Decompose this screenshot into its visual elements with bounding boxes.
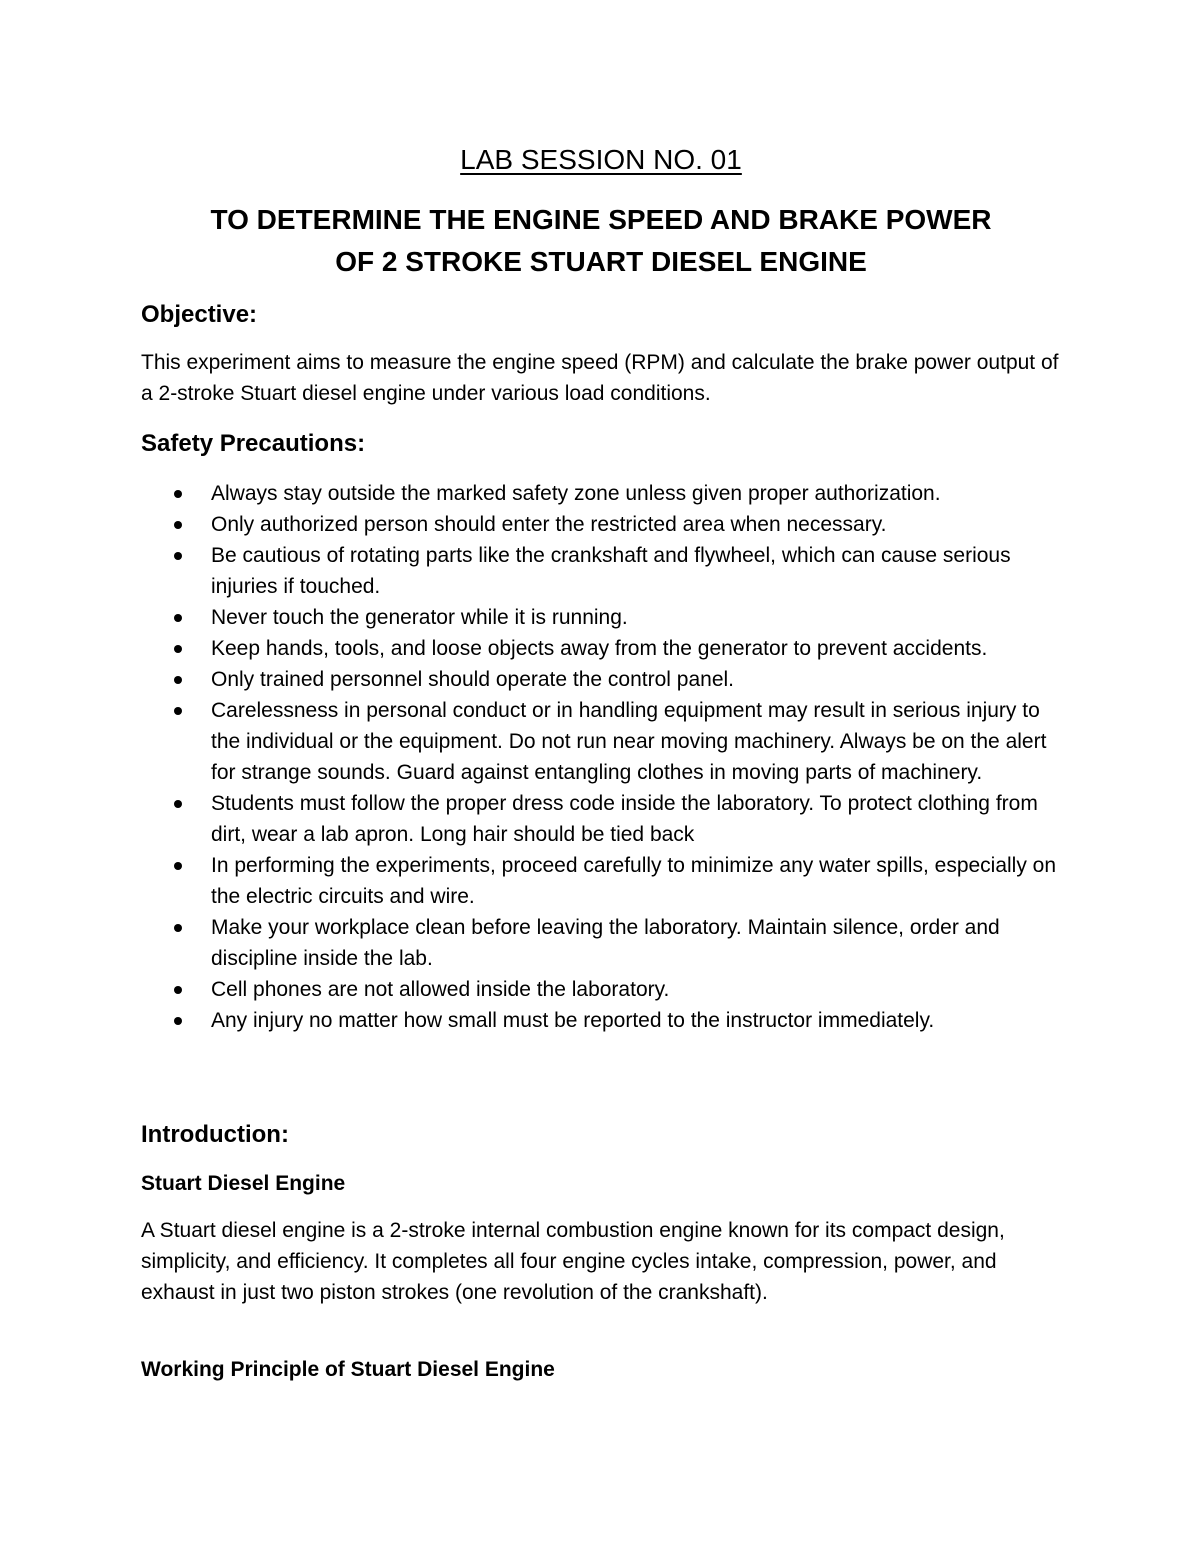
list-item-text: Be cautious of rotating parts like the crankshaft and flywheel, which can cause serious injuries if touched.	[211, 544, 1011, 598]
list-item	[141, 974, 1061, 1005]
objective-text: This experiment aims to measure the engine speed (RPM) and calculate the brake power output of a 2-stroke Stuart diesel engine under various load conditions.	[141, 351, 1059, 405]
list-item-text: Only trained personnel should operate the control panel.	[211, 668, 735, 691]
list-item-text: Students must follow the proper dress code inside the laboratory. To protect clothing from dirt, wear a lab apron. Long hair should be tied back	[211, 792, 1038, 846]
list-item	[141, 1005, 1061, 1036]
list-item-text: Make your workplace clean before leaving the laboratory. Maintain silence, order and discipline inside the lab.	[211, 916, 1000, 970]
list-item-text: Carelessness in personal conduct or in handling equipment may result in serious injury to the individual or the equipment. Do not run near moving machinery. Always be on the alert for strange sounds. Guard against entangling clothes in moving parts of machinery.	[211, 699, 1047, 784]
safety-list	[141, 478, 1061, 1036]
safety-heading: Safety Precautions:	[141, 430, 366, 457]
objective-heading: Objective:	[141, 301, 258, 328]
stuart-engine-text: A Stuart diesel engine is a 2-stroke internal combustion engine known for its compact design, simplicity, and efficiency. It completes all four engine cycles intake, compression, power, and exhaust in just two piston strokes (one revolution of the crankshaft).	[141, 1219, 1005, 1304]
main-title-line-1: TO DETERMINE THE ENGINE SPEED AND BRAKE POWER	[210, 204, 992, 235]
list-item	[141, 633, 1061, 664]
list-item	[141, 912, 1061, 974]
list-item-text: In performing the experiments, proceed carefully to minimize any water spills, especially on the electric circuits and wire.	[211, 854, 1057, 908]
bullet-icon	[174, 552, 182, 560]
list-item	[141, 695, 1061, 788]
list-item-text: Keep hands, tools, and loose objects away from the generator to prevent accidents.	[211, 637, 988, 660]
list-item-text: Always stay outside the marked safety zone unless given proper authorization.	[211, 482, 941, 505]
bullet-icon	[174, 645, 182, 653]
list-item	[141, 602, 1061, 633]
bullet-icon	[174, 800, 182, 808]
list-item	[141, 509, 1061, 540]
list-item-text: Cell phones are not allowed inside the laboratory.	[211, 978, 670, 1001]
introduction-heading: Introduction:	[141, 1121, 289, 1148]
list-item	[141, 664, 1061, 695]
bullet-icon	[174, 924, 182, 932]
list-item	[141, 788, 1061, 850]
stuart-engine-subheading: Stuart Diesel Engine	[141, 1172, 346, 1195]
list-item	[141, 540, 1061, 602]
bullet-icon	[174, 986, 182, 994]
list-item	[141, 850, 1061, 912]
working-principle-subheading: Working Principle of Stuart Diesel Engine	[141, 1358, 555, 1381]
main-title	[141, 199, 1061, 283]
list-item-text: Any injury no matter how small must be reported to the instructor immediately.	[211, 1009, 935, 1032]
bullet-icon	[174, 614, 182, 622]
bullet-icon	[174, 490, 182, 498]
list-item-text: Never touch the generator while it is running.	[211, 606, 628, 629]
bullet-icon	[174, 862, 182, 870]
session-title: LAB SESSION NO. 01	[460, 144, 742, 175]
main-title-line-2: OF 2 STROKE STUART DIESEL ENGINE	[335, 246, 867, 277]
bullet-icon	[174, 521, 182, 529]
bullet-icon	[174, 707, 182, 715]
bullet-icon	[174, 1017, 182, 1025]
list-item-text: Only authorized person should enter the restricted area when necessary.	[211, 513, 887, 536]
bullet-icon	[174, 676, 182, 684]
list-item	[141, 478, 1061, 509]
